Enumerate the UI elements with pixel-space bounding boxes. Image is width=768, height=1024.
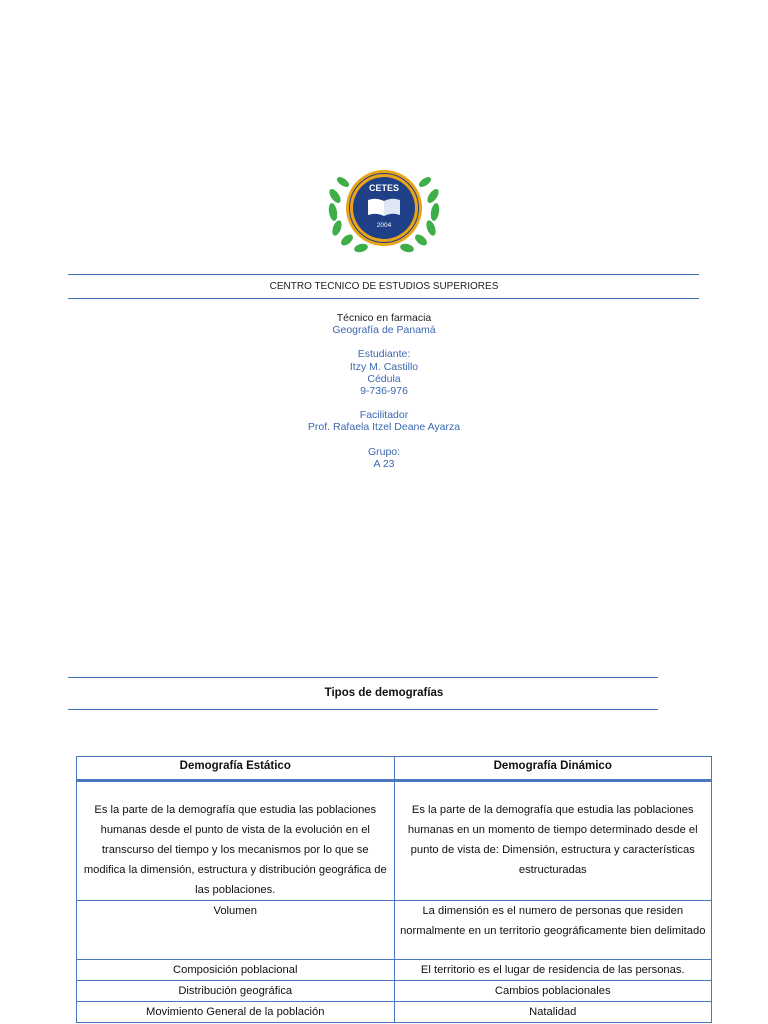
id-label: Cédula — [367, 372, 401, 385]
column-header-static: Demografía Estático — [77, 757, 395, 781]
table-cell: El territorio es el lugar de residencia de las personas. — [394, 960, 712, 981]
table-row — [77, 981, 712, 1002]
cetes-logo — [323, 166, 445, 254]
demography-table — [76, 756, 712, 1023]
table-cell: Es la parte de la demografía que estudia las poblaciones humanas desde el punto de vista de la evolución en el transcurso del tiempo y los mecanismos por lo que se modifica la dimensión, estructura y distribución geográfica de las poblaciones. — [77, 781, 395, 901]
section-title: Tipos de demografías — [324, 687, 444, 699]
table-cell: Cambios poblacionales — [394, 981, 712, 1002]
table-cell: Movimiento General de la población — [77, 1002, 395, 1023]
student-name: Itzy M. Castillo — [349, 360, 419, 373]
career: Técnico en farmacia — [336, 312, 432, 324]
logo-acronym: CETES — [368, 183, 400, 193]
table-cell: La dimensión es el numero de personas que residen normalmente en un territorio geográficamente bien delimitado — [394, 901, 712, 960]
column-header-dynamic: Demografía Dinámico — [394, 757, 712, 781]
open-book-icon — [368, 199, 400, 216]
table-row — [77, 1002, 712, 1023]
table-cell: Composición poblacional — [77, 960, 395, 981]
group-label: Grupo: — [367, 445, 401, 458]
subject: Geografía de Panamá — [332, 324, 436, 337]
header-rule-bottom — [68, 298, 699, 299]
table-cell: Natalidad — [394, 1002, 712, 1023]
facilitator-name: Prof. Rafaela Itzel Deane Ayarza — [307, 421, 461, 434]
cover-info — [0, 312, 768, 470]
table-cell: Distribución geográfica — [77, 981, 395, 1002]
header-rule-top — [68, 274, 699, 275]
facilitator-label: Facilitador — [359, 409, 409, 422]
id-number: 9-736-976 — [360, 385, 408, 398]
table-row — [77, 960, 712, 981]
logo-year: 2004 — [376, 222, 392, 229]
table-cell: Es la parte de la demografía que estudia las poblaciones humanas en un momento de tiempo determinado desde el punto de vista de: Dimensión, estructura y características estructuradas — [394, 781, 712, 901]
section-rule-top — [68, 677, 658, 678]
table-header-row — [77, 757, 712, 781]
section-rule-bottom — [68, 709, 658, 710]
table-row — [77, 781, 712, 901]
student-label: Estudiante: — [357, 348, 411, 361]
table-row — [77, 901, 712, 960]
group-value: A 23 — [373, 457, 395, 470]
table-cell: Volumen — [77, 901, 395, 960]
institution-name: CENTRO TECNICO DE ESTUDIOS SUPERIORES — [269, 281, 499, 292]
